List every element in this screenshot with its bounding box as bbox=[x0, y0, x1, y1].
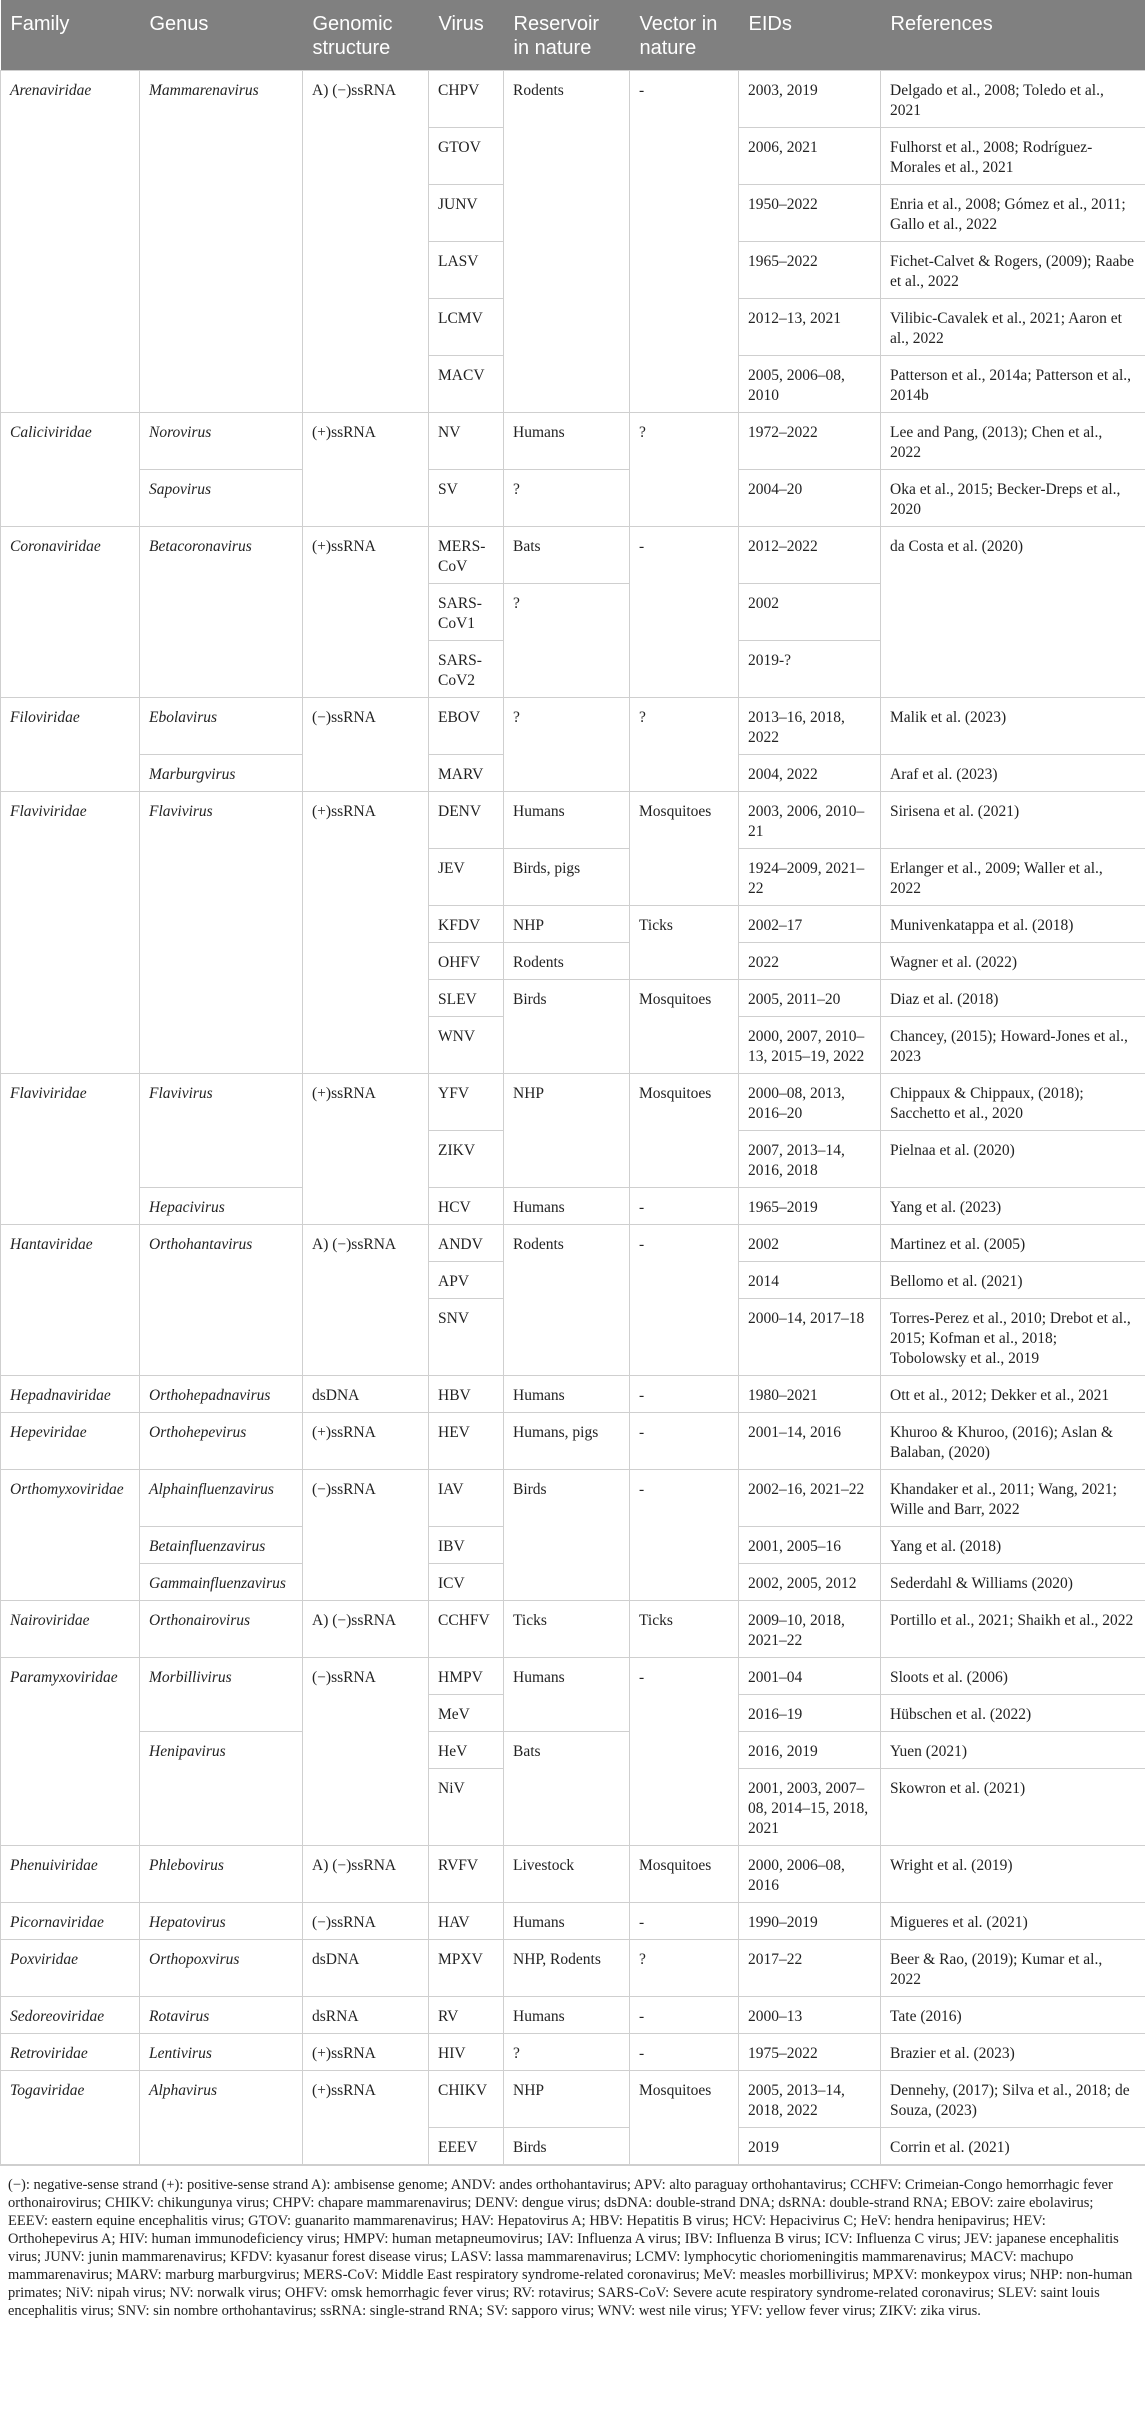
genome-cell: A) (−)ssRNA bbox=[303, 1601, 429, 1658]
references-cell: Khuroo & Khuroo, (2016); Aslan & Balaban, (2020) bbox=[881, 1413, 1145, 1470]
genome-cell: A) (−)ssRNA bbox=[303, 1225, 429, 1376]
virus-cell: HeV bbox=[429, 1732, 504, 1769]
eids-cell: 2022 bbox=[739, 943, 881, 980]
eids-cell: 1965–2019 bbox=[739, 1188, 881, 1225]
reservoir-cell: NHP bbox=[504, 1074, 630, 1188]
references-cell: Ott et al., 2012; Dekker et al., 2021 bbox=[881, 1376, 1145, 1413]
references-cell: da Costa et al. (2020) bbox=[881, 527, 1145, 698]
vector-cell: - bbox=[630, 527, 739, 698]
table-row bbox=[1, 698, 1145, 755]
table-row bbox=[1, 413, 1145, 470]
virus-cell: HCV bbox=[429, 1188, 504, 1225]
header-vector: Vector in nature bbox=[630, 0, 739, 71]
table-footnote: (−): negative-sense strand (+): positive-sense strand A): ambisense genome; ANDV: andes orthohantavirus; APV: alto paraguay orthohantavirus; CCHFV: Crimeian-Congo hemorrhagic fever orthonairovirus; CHIKV: chikungunya virus; CHPV: chapare mammarenavirus; DENV: dengue virus; dsDNA: double-strand DNA; dsRNA: double-strand RNA; EBOV: zaire ebolavirus; EEEV: eastern equine encephalitis virus; GTOV: guanarito mammarenavirus; HAV: Hepatovirus A; HBV: Hepatitis B virus; HCV: Hepacivirus C; HeV: hendra henipavirus; HEV: Orthohepevirus A; HIV: human immunodeficiency virus; HMPV: human metapneumovirus; IAV: Influenza A virus; IBV: Influenza B virus; ICV: Influenza C virus; JEV: japanese encephalitis virus; JUNV: junin mammarenavirus; KFDV: kyasanur forest disease virus; LASV: lassa mammarenavirus; LCMV: lymphocytic choriomeningitis mammarenavirus; MACV: machupo mammarenavirus; MARV: marburg marburgvirus; MERS-CoV: Middle East respiratory syndrome-related coronavirus; MeV: measles morbillivirus; MPXV: monkeypox virus; NHP: non-human primates; NiV: nipah virus; NV: norwalk virus; OHFV: omsk hemorrhagic fever virus; RV: rotavirus; SARS-CoV: Severe acute respiratory syndrome-related coronavirus; SLEV: saint louis encephalitis virus; SNV: sin nombre orthohantavirus; ssRNA: single-strand RNA; SV: sapporo virus; WNV: west nile virus; YFV: yellow fever virus; ZIKV: zika virus. bbox=[0, 2165, 1145, 2326]
virus-cell: SLEV bbox=[429, 980, 504, 1017]
table-row bbox=[1, 2034, 1145, 2071]
references-cell: Khandaker et al., 2011; Wang, 2021; Wille and Barr, 2022 bbox=[881, 1470, 1145, 1527]
virus-cell: HBV bbox=[429, 1376, 504, 1413]
virus-cell: CHPV bbox=[429, 71, 504, 128]
table-row bbox=[1, 1225, 1145, 1262]
vector-cell: - bbox=[630, 1376, 739, 1413]
table-row bbox=[1, 1997, 1145, 2034]
genome-cell: A) (−)ssRNA bbox=[303, 1846, 429, 1903]
genus-cell: Orthohantavirus bbox=[140, 1225, 303, 1376]
virus-cell: EBOV bbox=[429, 698, 504, 755]
genus-cell: Orthonairovirus bbox=[140, 1601, 303, 1658]
virus-cell: LASV bbox=[429, 242, 504, 299]
references-cell: Tate (2016) bbox=[881, 1997, 1145, 2034]
eids-cell: 2006, 2021 bbox=[739, 128, 881, 185]
reservoir-cell: Ticks bbox=[504, 1601, 630, 1658]
eids-cell: 2007, 2013–14, 2016, 2018 bbox=[739, 1131, 881, 1188]
family-cell: Hantaviridae bbox=[1, 1225, 140, 1376]
genus-cell: Alphainfluenzavirus bbox=[140, 1470, 303, 1527]
family-cell: Togaviridae bbox=[1, 2071, 140, 2165]
genus-cell: Mammarenavirus bbox=[140, 71, 303, 413]
references-cell: Oka et al., 2015; Becker-Dreps et al., 2020 bbox=[881, 470, 1145, 527]
virus-cell: RV bbox=[429, 1997, 504, 2034]
genus-cell: Orthohepadnavirus bbox=[140, 1376, 303, 1413]
virus-cell: SNV bbox=[429, 1299, 504, 1376]
eids-cell: 2001–04 bbox=[739, 1658, 881, 1695]
genome-cell: A) (−)ssRNA bbox=[303, 71, 429, 413]
genome-cell: (+)ssRNA bbox=[303, 792, 429, 1074]
header-row bbox=[1, 0, 1145, 71]
header-genus: Genus bbox=[140, 0, 303, 71]
references-cell: Chancey, (2015); Howard-Jones et al., 2023 bbox=[881, 1017, 1145, 1074]
eids-cell: 1990–2019 bbox=[739, 1903, 881, 1940]
table-row bbox=[1, 1903, 1145, 1940]
table-row bbox=[1, 1074, 1145, 1131]
virus-cell: YFV bbox=[429, 1074, 504, 1131]
references-cell: Portillo et al., 2021; Shaikh et al., 2022 bbox=[881, 1601, 1145, 1658]
references-cell: Sirisena et al. (2021) bbox=[881, 792, 1145, 849]
reservoir-cell: Birds, pigs bbox=[504, 849, 630, 906]
eids-cell: 2012–2022 bbox=[739, 527, 881, 584]
eids-cell: 2001, 2005–16 bbox=[739, 1527, 881, 1564]
virus-cell: RVFV bbox=[429, 1846, 504, 1903]
eids-cell: 2016, 2019 bbox=[739, 1732, 881, 1769]
virus-cell: HAV bbox=[429, 1903, 504, 1940]
reservoir-cell: Livestock bbox=[504, 1846, 630, 1903]
virus-cell: HMPV bbox=[429, 1658, 504, 1695]
references-cell: Vilibic-Cavalek et al., 2021; Aaron et al., 2022 bbox=[881, 299, 1145, 356]
genome-cell: (−)ssRNA bbox=[303, 1903, 429, 1940]
reservoir-cell: Humans bbox=[504, 1658, 630, 1732]
references-cell: Chippaux & Chippaux, (2018); Sacchetto et al., 2020 bbox=[881, 1074, 1145, 1131]
references-cell: Migueres et al. (2021) bbox=[881, 1903, 1145, 1940]
table-row bbox=[1, 792, 1145, 849]
genus-cell: Hepatovirus bbox=[140, 1903, 303, 1940]
genome-cell: (−)ssRNA bbox=[303, 1470, 429, 1601]
family-cell: Hepeviridae bbox=[1, 1413, 140, 1470]
genus-cell: Orthohepevirus bbox=[140, 1413, 303, 1470]
reservoir-cell: Humans bbox=[504, 792, 630, 849]
genome-cell: (+)ssRNA bbox=[303, 1074, 429, 1225]
virus-cell: ANDV bbox=[429, 1225, 504, 1262]
reservoir-cell: ? bbox=[504, 584, 630, 698]
table-row bbox=[1, 1413, 1145, 1470]
virus-cell: MARV bbox=[429, 755, 504, 792]
references-cell: Martinez et al. (2005) bbox=[881, 1225, 1145, 1262]
references-cell: Enria et al., 2008; Gómez et al., 2011; Gallo et al., 2022 bbox=[881, 185, 1145, 242]
eids-cell: 2002 bbox=[739, 584, 881, 641]
family-cell: Sedoreoviridae bbox=[1, 1997, 140, 2034]
virus-cell: HIV bbox=[429, 2034, 504, 2071]
reservoir-cell: Humans bbox=[504, 1188, 630, 1225]
reservoir-cell: Birds bbox=[504, 1470, 630, 1601]
family-cell: Flaviviridae bbox=[1, 1074, 140, 1225]
eids-cell: 2001–14, 2016 bbox=[739, 1413, 881, 1470]
header-eids: EIDs bbox=[739, 0, 881, 71]
genus-cell: Betacoronavirus bbox=[140, 527, 303, 698]
virus-cell: IBV bbox=[429, 1527, 504, 1564]
eids-cell: 2005, 2006–08, 2010 bbox=[739, 356, 881, 413]
genus-cell: Flavivirus bbox=[140, 1074, 303, 1188]
references-cell: Diaz et al. (2018) bbox=[881, 980, 1145, 1017]
vector-cell: Mosquitoes bbox=[630, 1846, 739, 1903]
eids-cell: 2002, 2005, 2012 bbox=[739, 1564, 881, 1601]
table-row bbox=[1, 470, 1145, 527]
genome-cell: dsDNA bbox=[303, 1376, 429, 1413]
vector-cell: Ticks bbox=[630, 1601, 739, 1658]
vector-cell: ? bbox=[630, 698, 739, 792]
vector-cell: - bbox=[630, 1470, 739, 1601]
references-cell: Dennehy, (2017); Silva et al., 2018; de Souza, (2023) bbox=[881, 2071, 1145, 2128]
table-row bbox=[1, 1846, 1145, 1903]
references-cell: Fichet-Calvet & Rogers, (2009); Raabe et al., 2022 bbox=[881, 242, 1145, 299]
virus-cell: JUNV bbox=[429, 185, 504, 242]
reservoir-cell: Birds bbox=[504, 2128, 630, 2165]
references-cell: Sloots et al. (2006) bbox=[881, 1658, 1145, 1695]
eids-cell: 2004–20 bbox=[739, 470, 881, 527]
virus-cell: HEV bbox=[429, 1413, 504, 1470]
vector-cell: Mosquitoes bbox=[630, 980, 739, 1074]
virus-cell: WNV bbox=[429, 1017, 504, 1074]
header-family: Family bbox=[1, 0, 140, 71]
references-cell: Beer & Rao, (2019); Kumar et al., 2022 bbox=[881, 1940, 1145, 1997]
eids-cell: 2000–08, 2013, 2016–20 bbox=[739, 1074, 881, 1131]
references-cell: Lee and Pang, (2013); Chen et al., 2022 bbox=[881, 413, 1145, 470]
eids-cell: 1975–2022 bbox=[739, 2034, 881, 2071]
eids-cell: 2001, 2003, 2007–08, 2014–15, 2018, 2021 bbox=[739, 1769, 881, 1846]
reservoir-cell: Rodents bbox=[504, 1225, 630, 1376]
virus-cell: MeV bbox=[429, 1695, 504, 1732]
table-row bbox=[1, 1732, 1145, 1769]
family-cell: Picornaviridae bbox=[1, 1903, 140, 1940]
virus-cell: KFDV bbox=[429, 906, 504, 943]
genus-cell: Alphavirus bbox=[140, 2071, 303, 2165]
vector-cell: - bbox=[630, 2034, 739, 2071]
family-cell: Poxviridae bbox=[1, 1940, 140, 1997]
reservoir-cell: Humans bbox=[504, 413, 630, 470]
eids-cell: 2000, 2007, 2010–13, 2015–19, 2022 bbox=[739, 1017, 881, 1074]
references-cell: Sederdahl & Williams (2020) bbox=[881, 1564, 1145, 1601]
eids-cell: 2016–19 bbox=[739, 1695, 881, 1732]
virus-cell: MACV bbox=[429, 356, 504, 413]
table-row bbox=[1, 2071, 1145, 2128]
eids-cell: 2002–17 bbox=[739, 906, 881, 943]
header-virus: Virus bbox=[429, 0, 504, 71]
reservoir-cell: Bats bbox=[504, 527, 630, 584]
table-row bbox=[1, 71, 1145, 128]
virus-cell: MERS-CoV bbox=[429, 527, 504, 584]
reservoir-cell: Humans bbox=[504, 1376, 630, 1413]
genus-cell: Flavivirus bbox=[140, 792, 303, 1074]
virus-cell: SV bbox=[429, 470, 504, 527]
virus-cell: NiV bbox=[429, 1769, 504, 1846]
reservoir-cell: NHP bbox=[504, 906, 630, 943]
eids-cell: 2000, 2006–08, 2016 bbox=[739, 1846, 881, 1903]
references-cell: Bellomo et al. (2021) bbox=[881, 1262, 1145, 1299]
reservoir-cell: NHP, Rodents bbox=[504, 1940, 630, 1997]
eids-cell: 2003, 2006, 2010–21 bbox=[739, 792, 881, 849]
eids-cell: 2014 bbox=[739, 1262, 881, 1299]
table-row bbox=[1, 1658, 1145, 1695]
table-row bbox=[1, 527, 1145, 584]
references-cell: Pielnaa et al. (2020) bbox=[881, 1131, 1145, 1188]
references-cell: Wright et al. (2019) bbox=[881, 1846, 1145, 1903]
eids-cell: 1980–2021 bbox=[739, 1376, 881, 1413]
virus-cell: LCMV bbox=[429, 299, 504, 356]
family-cell: Arenaviridae bbox=[1, 71, 140, 413]
genus-cell: Gammainfluenzavirus bbox=[140, 1564, 303, 1601]
eids-cell: 2003, 2019 bbox=[739, 71, 881, 128]
vector-cell: Ticks bbox=[630, 906, 739, 980]
virus-cell: MPXV bbox=[429, 1940, 504, 1997]
virus-cell: NV bbox=[429, 413, 504, 470]
vector-cell: ? bbox=[630, 413, 739, 527]
eids-cell: 2000–13 bbox=[739, 1997, 881, 2034]
header-references: References bbox=[881, 0, 1145, 71]
vector-cell: - bbox=[630, 1658, 739, 1846]
genome-cell: dsRNA bbox=[303, 1997, 429, 2034]
vector-cell: Mosquitoes bbox=[630, 1074, 739, 1188]
genome-cell: (+)ssRNA bbox=[303, 527, 429, 698]
vector-cell: ? bbox=[630, 1940, 739, 1997]
family-cell: Coronaviridae bbox=[1, 527, 140, 698]
eids-cell: 2019 bbox=[739, 2128, 881, 2165]
virus-cell: GTOV bbox=[429, 128, 504, 185]
genome-cell: (+)ssRNA bbox=[303, 2071, 429, 2165]
genus-cell: Phlebovirus bbox=[140, 1846, 303, 1903]
virus-cell: JEV bbox=[429, 849, 504, 906]
reservoir-cell: Rodents bbox=[504, 71, 630, 413]
virus-cell: EEEV bbox=[429, 2128, 504, 2165]
virus-cell: DENV bbox=[429, 792, 504, 849]
eids-cell: 1924–2009, 2021–22 bbox=[739, 849, 881, 906]
virus-cell: CHIKV bbox=[429, 2071, 504, 2128]
vector-cell: - bbox=[630, 71, 739, 413]
genome-cell: (−)ssRNA bbox=[303, 698, 429, 792]
virus-cell: SARS-CoV1 bbox=[429, 584, 504, 641]
references-cell: Malik et al. (2023) bbox=[881, 698, 1145, 755]
genus-cell: Lentivirus bbox=[140, 2034, 303, 2071]
references-cell: Erlanger et al., 2009; Waller et al., 2022 bbox=[881, 849, 1145, 906]
references-cell: Araf et al. (2023) bbox=[881, 755, 1145, 792]
reservoir-cell: ? bbox=[504, 470, 630, 527]
genus-cell: Orthopoxvirus bbox=[140, 1940, 303, 1997]
table-row bbox=[1, 1601, 1145, 1658]
vector-cell: - bbox=[630, 1413, 739, 1470]
genus-cell: Sapovirus bbox=[140, 470, 303, 527]
references-cell: Patterson et al., 2014a; Patterson et al., 2014b bbox=[881, 356, 1145, 413]
virus-cell: IAV bbox=[429, 1470, 504, 1527]
reservoir-cell: Rodents bbox=[504, 943, 630, 980]
vector-cell: - bbox=[630, 1225, 739, 1376]
genus-cell: Betainfluenzavirus bbox=[140, 1527, 303, 1564]
genus-cell: Ebolavirus bbox=[140, 698, 303, 755]
table-row bbox=[1, 1940, 1145, 1997]
eids-cell: 1972–2022 bbox=[739, 413, 881, 470]
reservoir-cell: ? bbox=[504, 698, 630, 792]
references-cell: Corrin et al. (2021) bbox=[881, 2128, 1145, 2165]
header-reservoir: Reservoir in nature bbox=[504, 0, 630, 71]
genome-cell: (+)ssRNA bbox=[303, 2034, 429, 2071]
genus-cell: Morbillivirus bbox=[140, 1658, 303, 1732]
reservoir-cell: Birds bbox=[504, 980, 630, 1074]
references-cell: Yang et al. (2023) bbox=[881, 1188, 1145, 1225]
genus-cell: Rotavirus bbox=[140, 1997, 303, 2034]
virus-cell: CCHFV bbox=[429, 1601, 504, 1658]
eids-cell: 2013–16, 2018, 2022 bbox=[739, 698, 881, 755]
eids-cell: 2005, 2011–20 bbox=[739, 980, 881, 1017]
vector-cell: Mosquitoes bbox=[630, 792, 739, 906]
references-cell: Munivenkatappa et al. (2018) bbox=[881, 906, 1145, 943]
references-cell: Skowron et al. (2021) bbox=[881, 1769, 1145, 1846]
genome-cell: (+)ssRNA bbox=[303, 1413, 429, 1470]
references-cell: Brazier et al. (2023) bbox=[881, 2034, 1145, 2071]
reservoir-cell: ? bbox=[504, 2034, 630, 2071]
reservoir-cell: Humans bbox=[504, 1903, 630, 1940]
genus-cell: Henipavirus bbox=[140, 1732, 303, 1846]
reservoir-cell: Humans, pigs bbox=[504, 1413, 630, 1470]
header-genomic-structure: Genomic structure bbox=[303, 0, 429, 71]
eids-cell: 2005, 2013–14, 2018, 2022 bbox=[739, 2071, 881, 2128]
family-cell: Paramyxoviridae bbox=[1, 1658, 140, 1846]
genome-cell: dsDNA bbox=[303, 1940, 429, 1997]
reservoir-cell: Humans bbox=[504, 1997, 630, 2034]
family-cell: Nairoviridae bbox=[1, 1601, 140, 1658]
vector-cell: - bbox=[630, 1188, 739, 1225]
references-cell: Yuen (2021) bbox=[881, 1732, 1145, 1769]
family-cell: Filoviridae bbox=[1, 698, 140, 792]
eids-cell: 2009–10, 2018, 2021–22 bbox=[739, 1601, 881, 1658]
family-cell: Hepadnaviridae bbox=[1, 1376, 140, 1413]
references-cell: Fulhorst et al., 2008; Rodríguez-Morales et al., 2021 bbox=[881, 128, 1145, 185]
eids-cell: 1950–2022 bbox=[739, 185, 881, 242]
family-cell: Orthomyxoviridae bbox=[1, 1470, 140, 1601]
vector-cell: - bbox=[630, 1997, 739, 2034]
references-cell: Delgado et al., 2008; Toledo et al., 2021 bbox=[881, 71, 1145, 128]
virus-cell: SARS-CoV2 bbox=[429, 641, 504, 698]
eids-cell: 1965–2022 bbox=[739, 242, 881, 299]
family-cell: Retroviridae bbox=[1, 2034, 140, 2071]
vector-cell: Mosquitoes bbox=[630, 2071, 739, 2165]
references-cell: Wagner et al. (2022) bbox=[881, 943, 1145, 980]
eids-cell: 2019-? bbox=[739, 641, 881, 698]
table-row bbox=[1, 1188, 1145, 1225]
eids-cell: 2004, 2022 bbox=[739, 755, 881, 792]
genome-cell: (−)ssRNA bbox=[303, 1658, 429, 1846]
virus-cell: OHFV bbox=[429, 943, 504, 980]
virus-cell: ICV bbox=[429, 1564, 504, 1601]
family-cell: Phenuiviridae bbox=[1, 1846, 140, 1903]
references-cell: Torres-Perez et al., 2010; Drebot et al., 2015; Kofman et al., 2018; Tobolowsky et al., 2019 bbox=[881, 1299, 1145, 1376]
genus-cell: Hepacivirus bbox=[140, 1188, 303, 1225]
eids-cell: 2017–22 bbox=[739, 1940, 881, 1997]
eids-cell: 2002 bbox=[739, 1225, 881, 1262]
family-cell: Flaviviridae bbox=[1, 792, 140, 1074]
family-cell: Caliciviridae bbox=[1, 413, 140, 527]
eids-cell: 2002–16, 2021–22 bbox=[739, 1470, 881, 1527]
table-row bbox=[1, 1376, 1145, 1413]
references-cell: Yang et al. (2018) bbox=[881, 1527, 1145, 1564]
table-row bbox=[1, 1470, 1145, 1527]
virus-cell: ZIKV bbox=[429, 1131, 504, 1188]
reservoir-cell: Bats bbox=[504, 1732, 630, 1846]
eids-cell: 2012–13, 2021 bbox=[739, 299, 881, 356]
vector-cell: - bbox=[630, 1903, 739, 1940]
references-cell: Hübschen et al. (2022) bbox=[881, 1695, 1145, 1732]
eids-cell: 2000–14, 2017–18 bbox=[739, 1299, 881, 1376]
reservoir-cell: NHP bbox=[504, 2071, 630, 2128]
genus-cell: Norovirus bbox=[140, 413, 303, 470]
virus-cell: APV bbox=[429, 1262, 504, 1299]
genus-cell: Marburgvirus bbox=[140, 755, 303, 792]
genome-cell: (+)ssRNA bbox=[303, 413, 429, 527]
